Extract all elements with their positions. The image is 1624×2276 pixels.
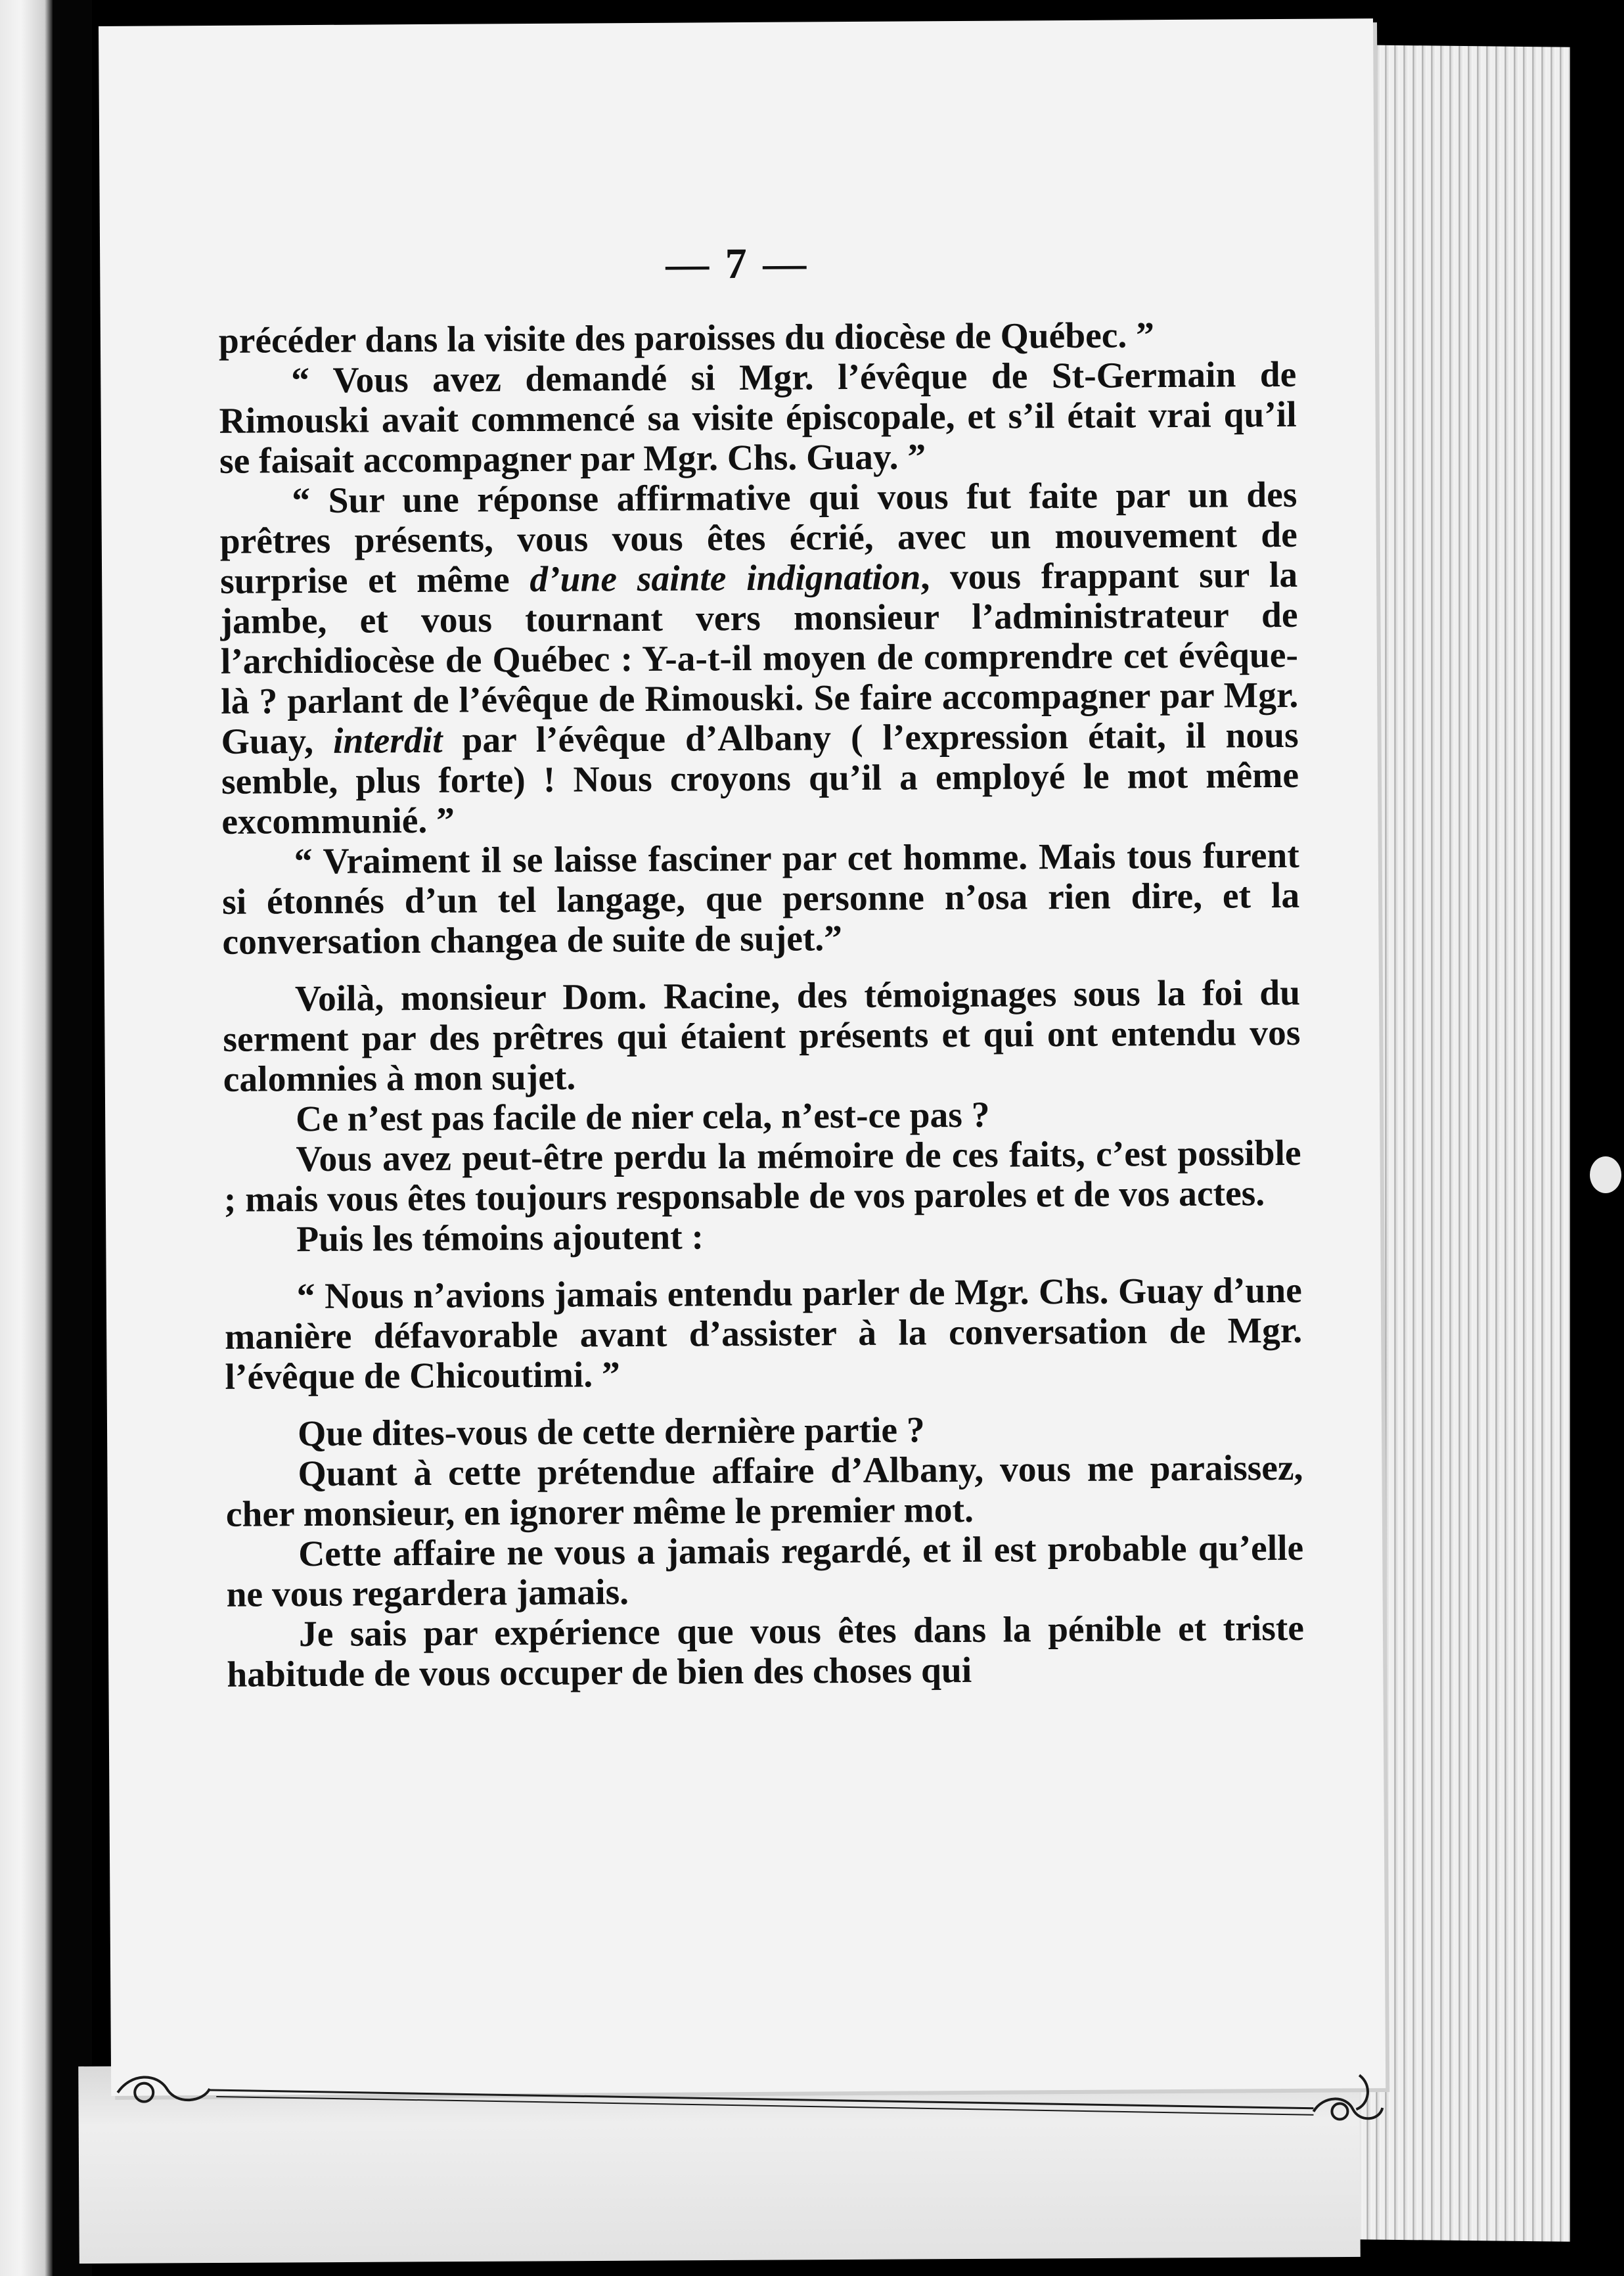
paragraph: Voilà, monsieur Dom. Racine, des témoignages sous la foi du serment par des prêtres qui étaient présents et qui ont entendu vos calomnies à mon sujet. <box>223 972 1301 1100</box>
book-gutter <box>53 0 92 2276</box>
paragraph: Vous avez peut-être perdu la mémoire de ces faits, c’est possible ; mais vous êtes toujours responsable de vos paroles et de vos actes. <box>223 1133 1301 1220</box>
paragraph: “ Nous n’avions jamais entendu parler de Mgr. Chs. Guay d’une manière défavorable avant d’assister à la conversation de Mgr. l’évêque de Chicoutimi. ” <box>225 1270 1303 1398</box>
paragraph: “ Sur une réponse affirmative qui vous fut faite par un des prêtres présents, vous vous êtes écrié, avec un mouvement de surprise et même d’une sainte indignation, vous frappant sur la jambe, et vous tournant vers monsieur l’administrateur de l’archidiocèse de Québec : Y-a-t-il moyen de comprendre cet évêque-là ? parlant de l’évêque de Rimouski. Se faire accompagner par Mgr. Guay, interdit par l’évêque d’Albany ( l’expression était, il nous semble, plus forte) ! Nous croyons qu’il a employé le mot même excommunié. ” <box>219 474 1299 842</box>
paragraph: Que dites-vous de cette dernière partie ? <box>297 1410 925 1455</box>
right-border-shadow <box>1570 39 1624 2276</box>
paragraph: Puis les témoins ajoutent : <box>296 1217 704 1260</box>
paragraph: “ Vraiment il se laisse fasciner par cet homme. Mais tous furent si étonnés d’un tel langage, que personne n’osa rien dire, et la conversation changea de suite de sujet.” <box>221 835 1300 963</box>
page-edges-stack <box>1353 45 1570 2241</box>
paragraph: “ Vous avez demandé si Mgr. l’évêque de St-Germain de Rimouski avait commencé sa visite épiscopale, et s’il était vrai qu’il se faisait accompagner par Mgr. Chs. Guay. ” <box>219 354 1297 482</box>
bottom-rule-ornament <box>111 2049 1426 2129</box>
paragraph: précéder dans la visite des paroisses du diocèse de Québec. ” <box>218 315 1155 361</box>
paragraph: Je sais par expérience que vous êtes dans la pénible et triste habitude de vous occuper de bien des choses qui <box>227 1608 1305 1695</box>
paper-spot <box>1590 1156 1621 1193</box>
paragraph: Cette affaire ne vous a jamais regardé, et il est probable qu’elle ne vous regardera jamais. <box>226 1528 1304 1615</box>
paragraph: Quant à cette prétendue affaire d’Albany, vous me paraissez, cher monsieur, en ignorer même le premier mot. <box>225 1447 1303 1535</box>
emphasis: interdit <box>332 720 443 762</box>
body-text <box>219 315 1305 1695</box>
facing-page-edge <box>0 0 53 2276</box>
emphasis: d’une sainte indignation <box>530 557 921 601</box>
paragraph: Ce n’est pas facile de nier cela, n’est-ce pas ? <box>295 1095 990 1140</box>
page-number: — 7 — <box>665 239 809 288</box>
book-page <box>99 18 1386 2096</box>
